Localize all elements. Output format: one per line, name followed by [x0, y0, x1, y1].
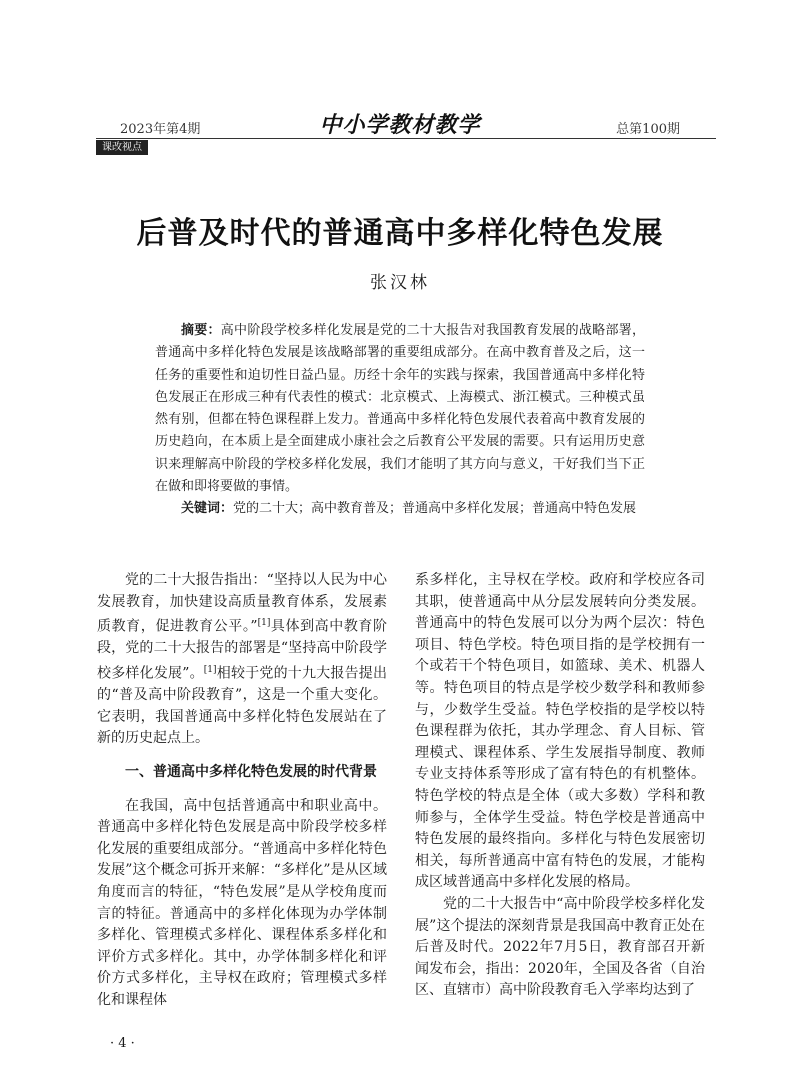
intro-text-a: 党的二十大报告指出：“坚持以人民为中心发展教育，加快建设高质量教育体系，发展素质教育，促进教育公平。”: [97, 572, 387, 635]
header-rule: [96, 138, 716, 139]
intro-text-b: 具体到高中教育阶段，党的二十大报告的部署是“坚持高中阶段学校多样化发展”。: [97, 618, 387, 682]
body-paragraph: 在我国，高中包括普通高中和职业高中。普通高中多样化特色发展是高中阶段学校多样化发展的重要组成部分。“普通高中多样化特色发展”这个概念可拆开来解：“多样化”是从区域角度而言的特征，“特色发展”是从学校角度而言的特征。普通高中的多样化体现为办学体制多样化、管理模式多样化、课程体系多样化和评价方式多样化。其中，办学体制多样化和评价方式多样化，主导权在政府；管理模式多样化和课程体: [97, 797, 387, 1008]
intro-text-c: 相较于党的十九大报告提出的“普及高中阶段教育”，这是一个重大变化。它表明，我国普通高中多样化特色发展站在了新的历史起点上。: [97, 665, 387, 747]
abstract-text: 高中阶段学校多样化发展是党的二十大报告对我国教育发展的战略部署，普通高中多样化特色发展是该战略部署的重要组成部分。在高中教育普及之后，这一任务的重要性和迫切性日益凸显。历经十余年的实践与探索，我国普通高中多样化特色发展正在形成三种有代表性的模式：北京模式、上海模式、浙江模式。三种模式虽然有别，但都在特色课程群上发力。普通高中多样化特色发展代表着高中教育发展的历史趋向，在本质上是全面建成小康社会之后教育公平发展的需要。只有运用历史意识来理解高中阶段的学校多样化发展，我们才能明了其方向与意义，干好我们当下正在做和即将要做的事情。: [155, 323, 645, 495]
section-heading-1: 一、普通高中多样化特色发展的时代背景: [125, 764, 377, 781]
citation-ref: [1]: [257, 618, 271, 629]
total-issue-label: 总第100期: [616, 122, 680, 137]
issue-label: 2023年第4期: [120, 122, 201, 137]
keywords-paragraph: [155, 498, 645, 520]
body-paragraph-continued: 系多样化，主导权在学校。政府和学校应各司其职，使普通高中从分层发展转向分类发展。普通高中的特色发展可以分为两个层次：特色项目、特色学校。特色项目指的是学校拥有一个或若干个特色项目，如篮球、美术、机器人等。特色项目的特点是学校少数学科和教师参与，少数学生受益。特色学校指的是学校以特色课程群为依托，其办学理念、育人目标、管理模式、课程体系、学生发展指导制度、教师专业支持体系等形成了富有特色的有机整体。特色学校的特点是全体（或大多数）学科和教师参与，全体学生受益。特色学校是普通高中特色发展的最终指向。多样化与特色发展密切相关，每所普通高中富有特色的发展，才能构成区域普通高中多样化发展的格局。: [415, 572, 705, 891]
body-column-right: [415, 570, 705, 1002]
article-author: 张汉林: [370, 273, 430, 293]
abstract-paragraph: [155, 320, 645, 498]
journal-logo: 中小学教材教学: [319, 112, 481, 138]
citation-ref: [1]: [203, 665, 217, 676]
article-title: 后普及时代的普通高中多样化特色发展: [136, 216, 664, 251]
keywords-label: 关键词：: [181, 501, 234, 517]
abstract-label: 摘要：: [181, 323, 221, 338]
body-column-left: [97, 570, 387, 1012]
body-paragraph: 党的二十大报告中“高中阶段学校多样化发展”这个提法的深刻背景是我国高中教育正处在后普及时代。2022年7月5日，教育部召开新闻发布会，指出：2020年，全国及各省（自治区、直辖市）高中阶段教育毛入学率均达到了: [415, 895, 705, 999]
abstract-block: [155, 320, 645, 521]
keywords-text: 党的二十大；高中教育普及；普通高中多样化发展；普通高中特色发展: [233, 501, 637, 517]
section-tag: 课改视点: [96, 140, 148, 155]
page-number: · 4 ·: [110, 1036, 135, 1051]
intro-paragraph: [97, 570, 387, 750]
